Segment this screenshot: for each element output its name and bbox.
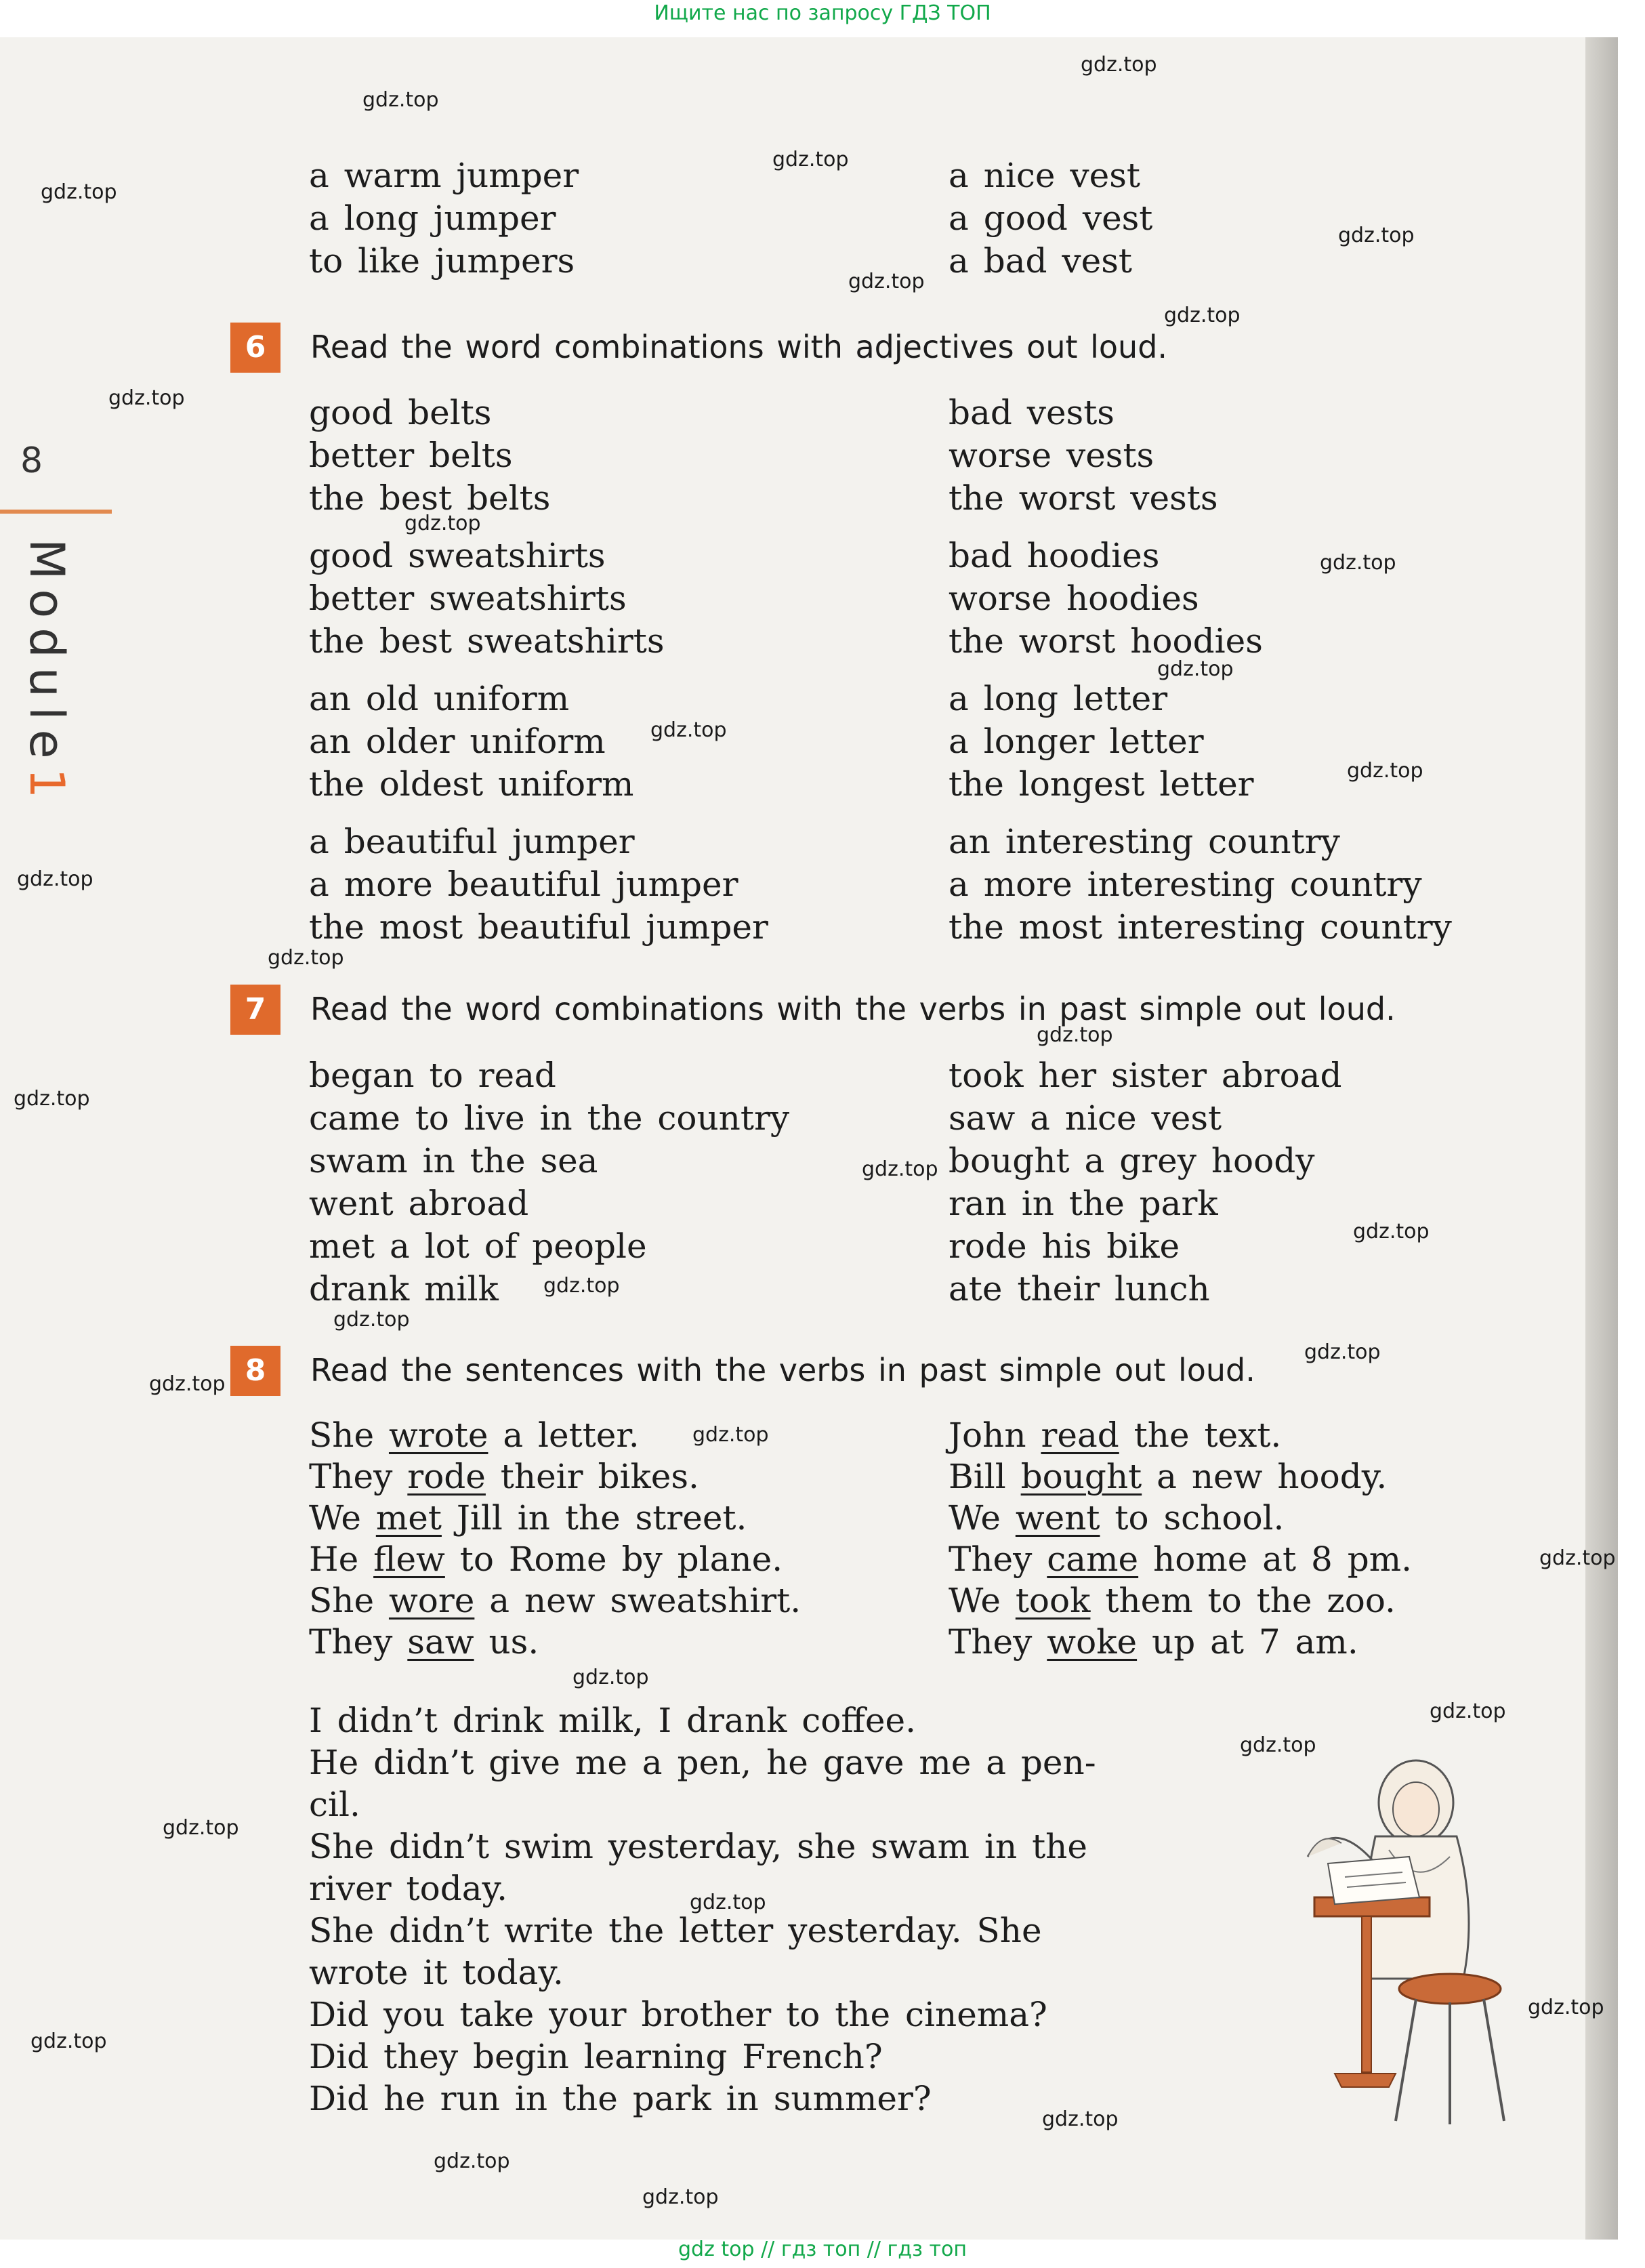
phrase: a longer letter [949,722,1204,761]
phrase: bad hoodies [949,536,1160,575]
phrase: ate their lunch [949,1269,1210,1308]
sentence: We met Jill in the street. [309,1498,747,1538]
sentence: She wrote a letter. [309,1416,640,1455]
phrase: took her sister abroad [949,1056,1342,1095]
phrase: a nice vest [949,156,1140,195]
exercise-6-number: 6 [230,323,280,373]
sentence: wrote it today. [309,1953,564,1992]
sentence: Bill bought a new hoody. [949,1457,1388,1496]
phrase: began to read [309,1056,556,1095]
margin-divider [0,510,112,514]
sentence: They saw us. [309,1622,539,1662]
header-banner[interactable]: Ищите нас по запросу ГДЗ ТОП [654,1,991,25]
watermark: gdz.top [1157,657,1234,681]
watermark: gdz.top [1240,1733,1316,1757]
phrase: a warm jumper [309,156,579,195]
sentence: We went to school. [949,1498,1285,1538]
phrase: an older uniform [309,722,606,761]
sentence: We took them to the zoo. [949,1581,1396,1620]
watermark: gdz.top [434,2149,510,2173]
sentence: They rode their bikes. [309,1457,699,1496]
exercise-7-title: Read the word combinations with the verbs in past simple out loud. [310,991,1396,1027]
phrase: saw a nice vest [949,1098,1222,1138]
top-left-list [309,154,579,283]
phrase: to like jumpers [309,241,575,281]
sentence: cil. [309,1785,360,1824]
watermark: gdz.top [108,386,185,410]
phrase: the worst hoodies [949,621,1263,661]
page-number: 8 [20,440,43,481]
ex8-right-list [949,1415,1412,1663]
watermark: gdz.top [1347,759,1423,783]
ex8-left-list [309,1415,801,1663]
footer-banner[interactable]: gdz top // гдз топ // гдз топ [678,2238,967,2261]
watermark: gdz.top [848,270,925,293]
module-label: Module1 [19,539,75,808]
watermark: gdz.top [1353,1220,1430,1243]
watermark: gdz.top [862,1157,938,1181]
phrase: the longest letter [949,764,1254,804]
watermark: gdz.top [149,1372,226,1396]
phrase: a bad vest [949,241,1133,281]
sentence: She wore a new sweatshirt. [309,1581,801,1620]
phrase: came to live in the country [309,1098,790,1138]
ex7-left-list [309,1054,789,1311]
phrase: a more beautiful jumper [309,865,738,904]
phrase: swam in the sea [309,1141,598,1180]
ex6-right-list [949,392,1452,949]
phrase: worse vests [949,436,1154,475]
sentence: She didn’t write the letter yesterday. She [309,1911,1042,1950]
watermark: gdz.top [772,148,849,171]
sentence: Did they begin learning French? [309,2037,883,2076]
sentence: river today. [309,1869,508,1908]
phrase: worse hoodies [949,579,1199,618]
watermark: gdz.top [17,867,93,891]
watermark: gdz.top [163,1816,239,1840]
sentence: He flew to Rome by plane. [309,1540,783,1579]
phrase: drank milk [309,1269,499,1308]
exercise-8-number: 8 [230,1346,280,1396]
watermark: gdz.top [14,1087,90,1111]
phrase: better belts [309,436,513,475]
phrase: an interesting country [949,822,1340,861]
watermark: gdz.top [1304,1340,1381,1364]
exercise-7-number: 7 [230,985,280,1035]
watermark: gdz.top [1042,2107,1119,2131]
watermark: gdz.top [692,1423,769,1447]
sentence: Did you take your brother to the cinema? [309,1995,1047,2034]
phrase: bought a grey hoody [949,1141,1315,1180]
sentence: They came home at 8 pm. [949,1540,1413,1579]
phrase: the best sweatshirts [309,621,665,661]
exercise-6-title: Read the word combinations with adjectives out loud. [310,329,1168,365]
watermark: gdz.top [362,88,439,112]
watermark: gdz.top [1320,551,1396,575]
ex6-left-list [309,392,768,949]
phrase: the most beautiful jumper [309,907,768,947]
phrase: went abroad [309,1184,529,1223]
phrase: a more interesting country [949,865,1422,904]
phrase: rode his bike [949,1226,1180,1266]
watermark: gdz.top [1430,1699,1506,1723]
phrase: good belts [309,393,492,432]
watermark: gdz.top [333,1308,410,1332]
sentence: Did he run in the park in summer? [309,2079,932,2118]
phrase: an old uniform [309,679,570,718]
phrase: a beautiful jumper [309,822,635,861]
watermark: gdz.top [1037,1023,1113,1047]
watermark: gdz.top [642,2185,719,2209]
watermark: gdz.top [1539,1546,1616,1570]
phrase: bad vests [949,393,1115,432]
phrase: ran in the park [949,1184,1218,1223]
phrase: the oldest uniform [309,764,634,804]
girl-writing-illustration [1294,1755,1524,2135]
watermark: gdz.top [1338,224,1415,247]
top-right-list [949,154,1152,283]
watermark: gdz.top [30,2029,107,2053]
watermark: gdz.top [650,718,727,742]
phrase: the best belts [309,478,551,518]
watermark: gdz.top [690,1891,766,1914]
sentence: He didn’t give me a pen, he gave me a pen- [309,1743,1096,1782]
sentence: I didn’t drink milk, I drank coffee. [309,1701,916,1740]
watermark: gdz.top [572,1666,649,1689]
phrase: a long jumper [309,199,556,238]
ex7-right-list [949,1054,1342,1311]
phrase: the most interesting country [949,907,1452,947]
watermark: gdz.top [404,512,481,535]
sentence: She didn’t swim yesterday, she swam in the [309,1827,1087,1866]
watermark: gdz.top [41,180,117,204]
phrase: the worst vests [949,478,1218,518]
sentence: John read the text. [949,1416,1282,1455]
watermark: gdz.top [268,946,344,970]
phrase: good sweatshirts [309,536,606,575]
page-binding-edge [1585,37,1618,2240]
phrase: a good vest [949,199,1153,238]
phrase: a long letter [949,679,1168,718]
phrase: better sweatshirts [309,579,627,618]
exercise-8-title: Read the sentences with the verbs in past simple out loud. [310,1352,1255,1388]
watermark: gdz.top [1528,1996,1604,2019]
phrase: met a lot of people [309,1226,647,1266]
sentence: They woke up at 7 am. [949,1622,1358,1662]
watermark: gdz.top [543,1274,620,1298]
ex8-sentences [309,1699,1096,2120]
watermark: gdz.top [1081,53,1157,77]
watermark: gdz.top [1164,304,1241,327]
